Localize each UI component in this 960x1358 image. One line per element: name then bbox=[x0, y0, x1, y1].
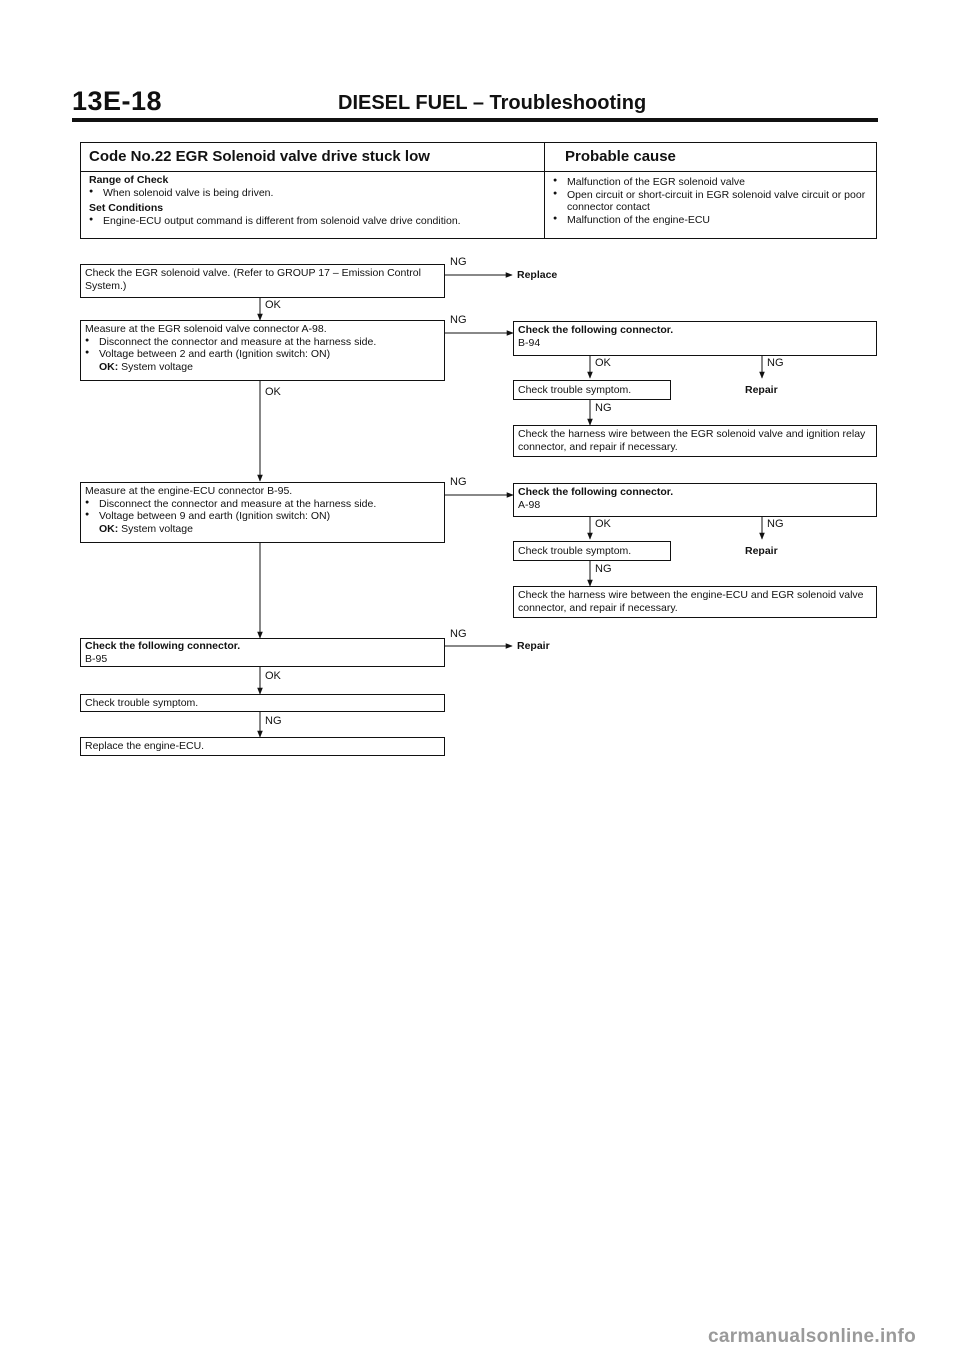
footer-watermark: carmanualsonline.info bbox=[708, 1326, 916, 1347]
step2-ng-label: NG bbox=[450, 314, 467, 326]
branch3-symptom-check: Check trouble symptom. bbox=[513, 541, 671, 561]
branch2-ng-label: NG bbox=[767, 357, 784, 369]
branch3-ng-label: NG bbox=[767, 518, 784, 530]
step-check-egr-solenoid-valve: Check the EGR solenoid valve. (Refer to GROUP 17 – Emission Control System.) bbox=[80, 264, 445, 298]
step-replace-engine-ecu: Replace the engine-ECU. bbox=[80, 737, 445, 756]
branch2-symptom-check: Check trouble symptom. bbox=[513, 380, 671, 400]
step-check-trouble-symptom: Check trouble symptom. bbox=[80, 694, 445, 712]
range-label: Range of Check bbox=[89, 174, 169, 186]
cause-item: Open circuit or short-circuit in EGR solenoid valve circuit or poor connector contact bbox=[567, 188, 866, 214]
branch3-harness-check: Check the harness wire between the engine-ECU and EGR solenoid valve connector, and repair if necessary. bbox=[513, 586, 877, 618]
branch3-symptom-ng-label: NG bbox=[595, 563, 612, 575]
step5-ng-label: NG bbox=[265, 715, 282, 727]
step3-ng-label: NG bbox=[450, 476, 467, 488]
step1-ng-label: NG bbox=[450, 256, 467, 268]
step2-ok-value: System voltage bbox=[121, 360, 193, 373]
step4-ok-label: OK bbox=[265, 670, 281, 682]
cause-item: ● Malfunction of the engine-ECU bbox=[553, 214, 871, 227]
range-item: ● When solenoid valve is being driven. bbox=[89, 187, 539, 200]
step1-ok-label: OK bbox=[265, 299, 281, 311]
step-measure-ecu-connector bbox=[80, 482, 445, 543]
step3-ok-prefix: OK: bbox=[99, 522, 119, 535]
branch3-ng-result: Repair bbox=[745, 545, 778, 557]
branch2-symptom-ng-label: NG bbox=[595, 402, 612, 414]
page-title: DIESEL FUEL – Troubleshooting bbox=[338, 92, 647, 114]
set-conditions-label: Set Conditions bbox=[89, 202, 164, 215]
step2-item: ● Disconnect the connector and measure at the harness side. bbox=[85, 336, 440, 349]
step3-item: ● Disconnect the connector and measure at the harness side. bbox=[85, 498, 440, 511]
step-measure-egr-connector bbox=[80, 320, 445, 381]
branch2-harness-check: Check the harness wire between the EGR solenoid valve and ignition relay connector, and repair if necessary. bbox=[513, 425, 877, 457]
step3-title: Measure at the engine-ECU connector B-95. bbox=[85, 485, 293, 497]
branch3-connector-title: Check the following connector. bbox=[518, 486, 674, 498]
page-number: 13E-18 bbox=[72, 86, 163, 116]
step2-item: ● Voltage between 2 and earth (Ignition switch: ON) bbox=[85, 348, 440, 361]
step-check-connector-b95 bbox=[80, 638, 445, 667]
step3-ok-value: System voltage bbox=[121, 522, 193, 535]
branch2-ng-result: Repair bbox=[745, 384, 778, 396]
step4-title: Check the following connector. bbox=[85, 640, 241, 652]
set-condition-item: ● Engine-ECU output command is different from solenoid valve drive condition. bbox=[89, 215, 539, 228]
step3-item: ● Voltage between 9 and earth (Ignition switch: ON) bbox=[85, 510, 440, 523]
branch3-connector-check bbox=[513, 483, 877, 517]
branch2-connector-check bbox=[513, 321, 877, 356]
step2-ok-prefix: OK: bbox=[99, 360, 119, 373]
step4-ng-result: Repair bbox=[517, 640, 550, 652]
branch2-connector-id: B-94 bbox=[518, 336, 541, 349]
cause-item: ● Malfunction of the EGR solenoid valve bbox=[553, 176, 871, 189]
step2-ok-label: OK bbox=[265, 386, 281, 398]
code-title: Code No.22 EGR Solenoid valve drive stuck low bbox=[89, 148, 430, 165]
step1-ng-result: Replace bbox=[517, 269, 558, 281]
branch2-connector-title: Check the following connector. bbox=[518, 324, 674, 336]
step4-connector-id: B-95 bbox=[85, 652, 108, 665]
probable-cause-title: Probable cause bbox=[565, 148, 676, 165]
step4-ng-label: NG bbox=[450, 628, 467, 640]
step2-title: Measure at the EGR solenoid valve connector A-98. bbox=[85, 323, 327, 335]
branch3-ok-label: OK bbox=[595, 518, 611, 530]
branch2-ok-label: OK bbox=[595, 357, 611, 369]
branch3-connector-id: A-98 bbox=[518, 498, 541, 511]
